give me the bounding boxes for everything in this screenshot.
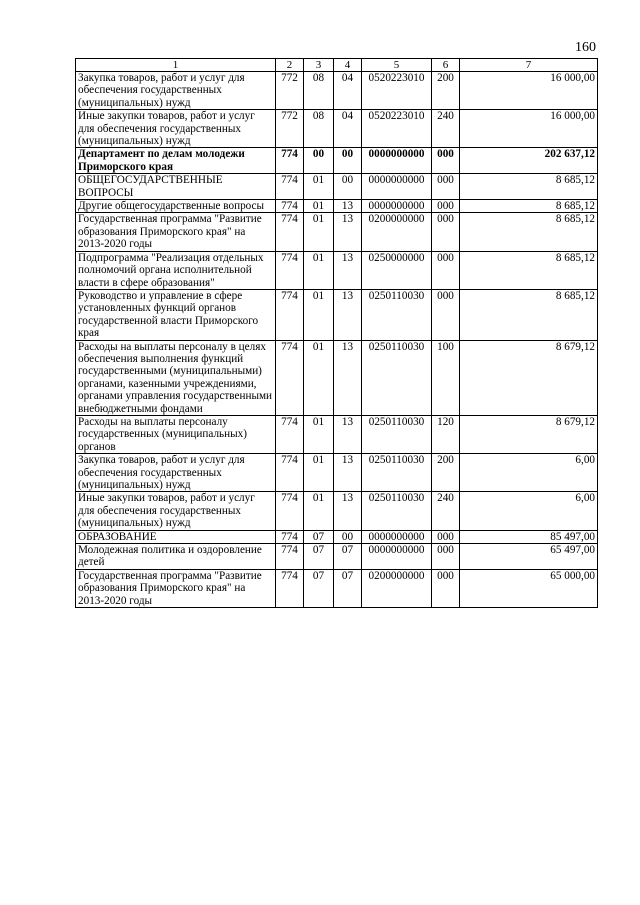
cell-admin-code: 774 — [276, 289, 304, 340]
cell-section: 01 — [304, 251, 334, 289]
column-header: 4 — [334, 59, 362, 72]
cell-admin-code: 772 — [276, 72, 304, 110]
cell-subsection: 13 — [334, 251, 362, 289]
table-row — [76, 340, 598, 415]
row-name: Закупка товаров, работ и услуг для обеспечения государственных (муниципальных) нужд — [76, 454, 276, 492]
cell-expense-type: 000 — [432, 174, 460, 200]
cell-expense-type: 240 — [432, 492, 460, 530]
cell-expense-type: 000 — [432, 569, 460, 607]
cell-admin-code: 774 — [276, 415, 304, 453]
cell-admin-code: 774 — [276, 148, 304, 174]
cell-section: 00 — [304, 148, 334, 174]
column-header: 5 — [362, 59, 432, 72]
table-row — [76, 148, 598, 174]
cell-admin-code: 774 — [276, 569, 304, 607]
cell-section: 01 — [304, 213, 334, 251]
cell-amount: 8 685,12 — [460, 213, 598, 251]
cell-subsection: 00 — [334, 148, 362, 174]
table-row — [76, 530, 598, 543]
cell-expense-type: 240 — [432, 110, 460, 148]
cell-subsection: 13 — [334, 340, 362, 415]
cell-subsection: 13 — [334, 454, 362, 492]
cell-expense-type: 000 — [432, 289, 460, 340]
cell-section: 01 — [304, 454, 334, 492]
cell-admin-code: 774 — [276, 492, 304, 530]
cell-subsection: 00 — [334, 530, 362, 543]
cell-section: 01 — [304, 289, 334, 340]
cell-target-article: 0520223010 — [362, 72, 432, 110]
cell-amount: 6,00 — [460, 454, 598, 492]
row-name: Молодежная политика и оздоровление детей — [76, 544, 276, 570]
cell-section: 01 — [304, 415, 334, 453]
row-name: ОБРАЗОВАНИЕ — [76, 530, 276, 543]
cell-expense-type: 100 — [432, 340, 460, 415]
page-number: 160 — [575, 40, 596, 55]
column-header: 3 — [304, 59, 334, 72]
cell-amount: 6,00 — [460, 492, 598, 530]
cell-amount: 202 637,12 — [460, 148, 598, 174]
cell-target-article: 0200000000 — [362, 569, 432, 607]
row-name: Иные закупки товаров, работ и услуг для обеспечения государственных (муниципальных) нужд — [76, 110, 276, 148]
cell-admin-code: 772 — [276, 110, 304, 148]
table-row — [76, 289, 598, 340]
cell-expense-type: 200 — [432, 454, 460, 492]
cell-admin-code: 774 — [276, 454, 304, 492]
cell-admin-code: 774 — [276, 174, 304, 200]
cell-section: 01 — [304, 174, 334, 200]
cell-section: 07 — [304, 544, 334, 570]
cell-target-article: 0250110030 — [362, 289, 432, 340]
row-name: Департамент по делам молодежи Приморского края — [76, 148, 276, 174]
table-row — [76, 569, 598, 607]
cell-expense-type: 000 — [432, 213, 460, 251]
cell-target-article: 0250000000 — [362, 251, 432, 289]
row-name: ОБЩЕГОСУДАРСТВЕННЫЕ ВОПРОСЫ — [76, 174, 276, 200]
table-row — [76, 251, 598, 289]
cell-target-article: 0000000000 — [362, 148, 432, 174]
row-name: Государственная программа "Развитие образования Приморского края" на 2013-2020 годы — [76, 569, 276, 607]
cell-expense-type: 200 — [432, 72, 460, 110]
cell-section: 01 — [304, 200, 334, 213]
cell-amount: 8 685,12 — [460, 251, 598, 289]
cell-amount: 65 497,00 — [460, 544, 598, 570]
cell-amount: 8 685,12 — [460, 174, 598, 200]
cell-admin-code: 774 — [276, 544, 304, 570]
column-header: 7 — [460, 59, 598, 72]
cell-admin-code: 774 — [276, 251, 304, 289]
row-name: Расходы на выплаты персоналу государственных (муниципальных) органов — [76, 415, 276, 453]
table-row — [76, 213, 598, 251]
cell-subsection: 07 — [334, 569, 362, 607]
table-row — [76, 415, 598, 453]
header-row — [76, 59, 598, 72]
cell-section: 08 — [304, 72, 334, 110]
table-body — [76, 72, 598, 608]
cell-subsection: 04 — [334, 110, 362, 148]
budget-table — [75, 58, 598, 608]
cell-expense-type: 000 — [432, 530, 460, 543]
row-name: Закупка товаров, работ и услуг для обеспечения государственных (муниципальных) нужд — [76, 72, 276, 110]
column-header: 2 — [276, 59, 304, 72]
cell-amount: 85 497,00 — [460, 530, 598, 543]
cell-section: 01 — [304, 492, 334, 530]
cell-subsection: 04 — [334, 72, 362, 110]
table-row — [76, 492, 598, 530]
cell-target-article: 0200000000 — [362, 213, 432, 251]
cell-target-article: 0000000000 — [362, 544, 432, 570]
row-name: Государственная программа "Развитие образования Приморского края" на 2013-2020 годы — [76, 213, 276, 251]
cell-amount: 16 000,00 — [460, 72, 598, 110]
cell-admin-code: 774 — [276, 530, 304, 543]
row-name: Другие общегосударственные вопросы — [76, 200, 276, 213]
cell-section: 07 — [304, 569, 334, 607]
cell-expense-type: 120 — [432, 415, 460, 453]
row-name: Иные закупки товаров, работ и услуг для обеспечения государственных (муниципальных) нужд — [76, 492, 276, 530]
cell-section: 01 — [304, 340, 334, 415]
column-header: 1 — [76, 59, 276, 72]
cell-expense-type: 000 — [432, 544, 460, 570]
table-row — [76, 174, 598, 200]
table-row — [76, 454, 598, 492]
cell-amount: 8 679,12 — [460, 415, 598, 453]
cell-amount: 8 679,12 — [460, 340, 598, 415]
cell-target-article: 0250110030 — [362, 415, 432, 453]
row-name: Подпрограмма "Реализация отдельных полномочий органа исполнительной власти в сфере образования" — [76, 251, 276, 289]
row-name: Расходы на выплаты персоналу в целях обеспечения выполнения функций государственными (муниципальными) органами, казенными учреждениями, органами управления государственными внебюджетными фондами — [76, 340, 276, 415]
cell-subsection: 13 — [334, 213, 362, 251]
cell-amount: 16 000,00 — [460, 110, 598, 148]
cell-target-article: 0520223010 — [362, 110, 432, 148]
cell-amount: 65 000,00 — [460, 569, 598, 607]
table-row — [76, 110, 598, 148]
cell-expense-type: 000 — [432, 148, 460, 174]
cell-subsection: 00 — [334, 174, 362, 200]
cell-subsection: 13 — [334, 200, 362, 213]
cell-expense-type: 000 — [432, 251, 460, 289]
table-row — [76, 72, 598, 110]
cell-amount: 8 685,12 — [460, 289, 598, 340]
cell-target-article: 0000000000 — [362, 200, 432, 213]
cell-subsection: 13 — [334, 492, 362, 530]
cell-target-article: 0250110030 — [362, 492, 432, 530]
cell-admin-code: 774 — [276, 213, 304, 251]
cell-target-article: 0250110030 — [362, 340, 432, 415]
column-header: 6 — [432, 59, 460, 72]
cell-target-article: 0000000000 — [362, 174, 432, 200]
table-row — [76, 200, 598, 213]
cell-amount: 8 685,12 — [460, 200, 598, 213]
cell-subsection: 13 — [334, 289, 362, 340]
cell-admin-code: 774 — [276, 200, 304, 213]
row-name: Руководство и управление в сфере установленных функций органов государственной власти Приморского края — [76, 289, 276, 340]
cell-subsection: 13 — [334, 415, 362, 453]
cell-target-article: 0000000000 — [362, 530, 432, 543]
cell-admin-code: 774 — [276, 340, 304, 415]
cell-expense-type: 000 — [432, 200, 460, 213]
cell-section: 07 — [304, 530, 334, 543]
cell-target-article: 0250110030 — [362, 454, 432, 492]
cell-subsection: 07 — [334, 544, 362, 570]
cell-section: 08 — [304, 110, 334, 148]
table-row — [76, 544, 598, 570]
